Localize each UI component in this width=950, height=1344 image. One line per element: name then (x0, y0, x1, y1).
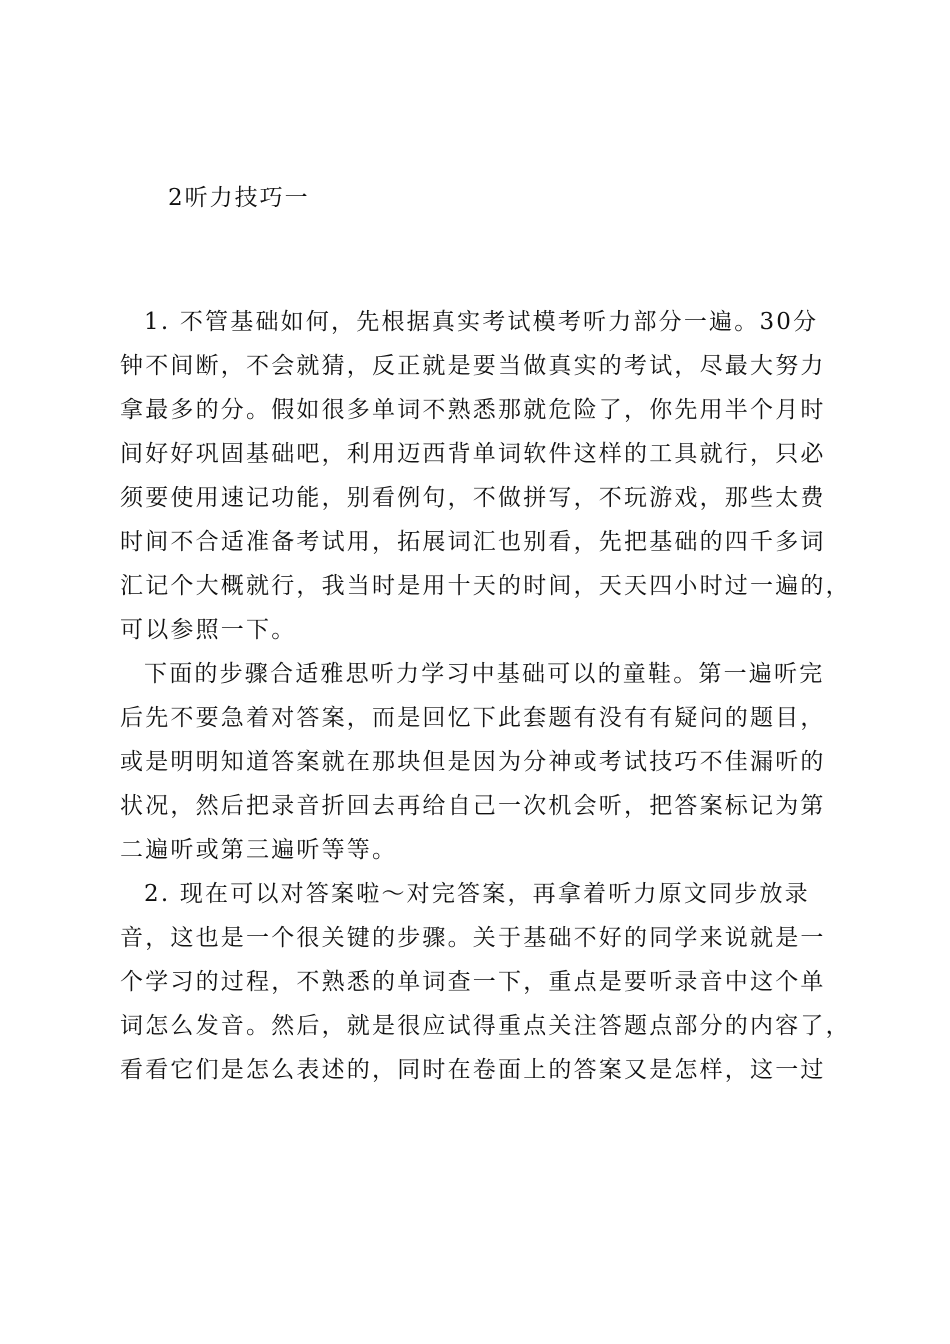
body-line: 词怎么发音。然后，就是很应试得重点关注答题点部分的内容了， (120, 1013, 851, 1039)
body-line: 间好好巩固基础吧，利用迈西背单词软件这样的工具就行，只必 (120, 441, 826, 467)
body-line: 状况，然后把录音折回去再给自己一次机会听，把答案标记为第 (120, 793, 826, 819)
body-line: 个学习的过程，不熟悉的单词查一下，重点是要听录音中这个单 (120, 969, 826, 995)
body-line: 可以参照一下。 (120, 617, 297, 643)
body-line: 时间不合适准备考试用，拓展词汇也别看，先把基础的四千多词 (120, 529, 826, 555)
body-line: 看看它们是怎么表述的，同时在卷面上的答案又是怎样，这一过 (120, 1057, 826, 1083)
body-line: 须要使用速记功能，别看例句，不做拼写，不玩游戏，那些太费 (120, 485, 826, 511)
body-line: 1. 不管基础如何，先根据真实考试模考听力部分一遍。30分 (144, 309, 819, 335)
body-line: 后先不要急着对答案，而是回忆下此套题有没有有疑问的题目， (120, 705, 826, 731)
body-line: 2. 现在可以对答案啦～对完答案，再拿着听力原文同步放录 (144, 881, 810, 907)
body-line: 汇记个大概就行，我当时是用十天的时间，天天四小时过一遍的， (120, 573, 851, 599)
body-line: 拿最多的分。假如很多单词不熟悉那就危险了，你先用半个月时 (120, 397, 826, 423)
body-line: 或是明明知道答案就在那块但是因为分神或考试技巧不佳漏听的 (120, 749, 826, 775)
body-line: 二遍听或第三遍听等等。 (120, 837, 398, 863)
body-line: 音，这也是一个很关键的步骤。关于基础不好的同学来说就是一 (120, 925, 826, 951)
body-line: 钟不间断，不会就猜，反正就是要当做真实的考试，尽最大努力 (120, 353, 826, 379)
body-line: 下面的步骤合适雅思听力学习中基础可以的童鞋。第一遍听完 (144, 661, 825, 687)
section-title: 2听力技巧一 (168, 185, 310, 211)
